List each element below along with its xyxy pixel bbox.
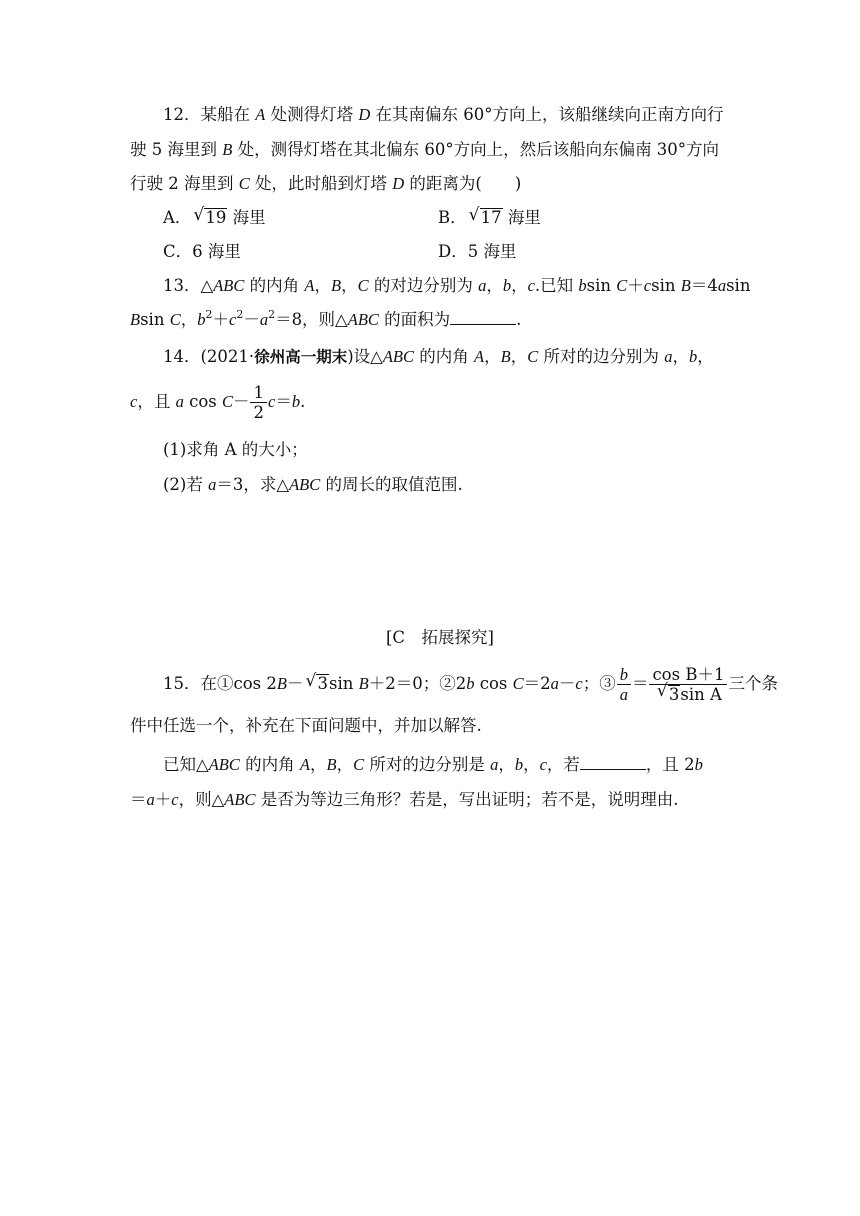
q13-line2: Bsin C，$b^2+c^2-a^2=8$，则△ABC 的面积为 . xyxy=(130,308,522,329)
q12-number: 12． xyxy=(163,105,201,124)
q15-line1: 15．在①cos 2B－ √ 3sin B＋2＝0；②2b cos C＝2a－c；③ $\frac{b}{a}$ ＝ cos B＋1 √ 3sin A 三个条 xyxy=(163,658,778,710)
q12-line1: 12．某船在 A 处测得灯塔 D 在其南偏东 60°方向上，该船继续向正南方向行 xyxy=(163,105,724,124)
answer-blank xyxy=(580,755,646,770)
q15-line3: 已知△ABC 的内角 A，B，C 所对的边分别是 a，b，c，若 ，且 2b xyxy=(163,755,703,774)
q14-sub2: (2)若 a＝3，求△ABC 的周长的取值范围. xyxy=(163,475,463,494)
q13-line1: 13．△ABC 的内角 A，B，C 的对边分别为 a，b，c.已知 bsin C＋csin B＝4asin xyxy=(163,276,751,295)
section-heading: [C 拓展探究] xyxy=(386,628,494,647)
answer-blank xyxy=(450,310,516,325)
q15-line2: 件中任选一个，补充在下面问题中，并加以解答. xyxy=(130,716,482,735)
sqrt-symbol: √ 3 xyxy=(305,671,328,693)
q15-number: 15． xyxy=(163,674,201,693)
q14-line1: 14．(2021·徐州高一期末)设△ABC 的内角 A，B，C 所对的边分别为 a，b， xyxy=(163,347,714,366)
q15-line4: ＝a＋c，则△ABC 是否为等边三角形？若是，写出证明；若不是，说明理由. xyxy=(130,790,679,809)
q12-option-b: B． √ 17 海里 xyxy=(438,205,541,227)
q14-line2: c，且 a cos C－ $\frac{1}{2}$ c＝b. xyxy=(130,383,306,422)
fraction-cos-b: cos B＋1 √ 3sin A xyxy=(649,665,727,704)
fraction-one-half: $\frac{1}{2}$ xyxy=(250,383,267,422)
q12-option-a: A． √ 19 海里 xyxy=(163,205,266,227)
fraction-b-over-a: $\frac{b}{a}$ xyxy=(617,665,631,704)
q12-option-d: D．5 海里 xyxy=(438,242,517,261)
q14-source: 徐州高一期末 xyxy=(254,348,348,366)
q12-line3: 行驶 2 海里到 C 处，此时船到灯塔 D 的距离为( ) xyxy=(130,174,522,193)
sqrt-symbol: √ 19 xyxy=(193,205,227,227)
q12-option-c: C．6 海里 xyxy=(163,242,241,261)
q14-number: 14． xyxy=(163,347,201,366)
sqrt-symbol: √ 17 xyxy=(468,205,502,227)
q13-number: 13． xyxy=(163,276,201,295)
q14-sub1: (1)求角 A 的大小； xyxy=(163,440,308,459)
q12-line2: 驶 5 海里到 B 处，测得灯塔在其北偏东 60°方向上，然后该船向东偏南 30°方向 xyxy=(130,140,720,159)
